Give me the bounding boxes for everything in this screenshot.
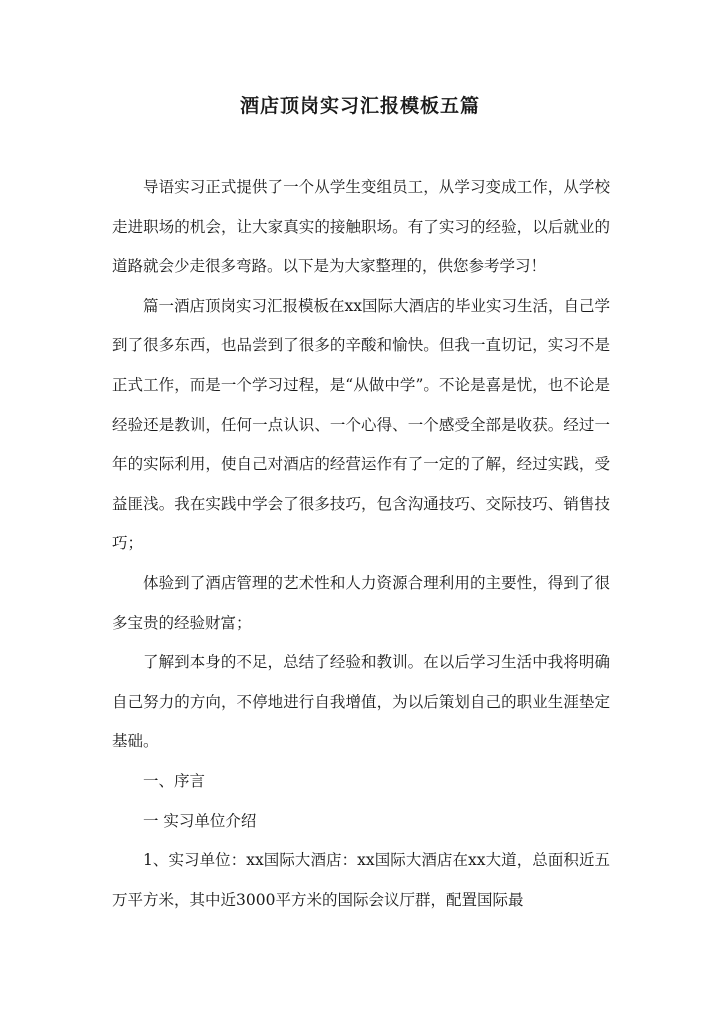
subsection-heading-unit-intro: 一 实习单位介绍 <box>143 811 257 830</box>
section-heading-preface: 一、序言 <box>143 771 206 790</box>
paragraph-part-one: 篇一酒店顶岗实习汇报模板在xx国际大酒店的毕业实习生活，自己学到了很多东西，也品尝到了很多的辛酸和愉快。但我一直切记，实习不是正式工作，而是一个学习过程，是“从做中学”。不论是喜是忧，也不论是经验还是教训，任何一点认识、一个心得、一个感受全部是收获。经过一年的实际利用，使自己对酒店的经营运作有了一定的了解，经过实践，受益匪浅。我在实践中学会了很多技巧，包含沟通技巧、交际技巧、销售技巧； <box>112 296 610 553</box>
paragraph-experience: 体验到了酒店管理的艺术性和人力资源合理利用的主要性，得到了很多宝贵的经验财富； <box>112 573 610 632</box>
document-title: 酒店顶岗实习汇报模板五篇 <box>239 95 480 117</box>
paragraph-intro: 导语实习正式提供了一个从学生变组员工，从学习变成工作，从学校走进职场的机会，让大家真实的接触职场。有了实习的经验，以后就业的道路就会少走很多弯路。以下是为大家整理的，供您参考学习！ <box>112 178 610 276</box>
document-body <box>112 168 610 920</box>
paragraph-shortcomings: 了解到本身的不足，总结了经验和教训。在以后学习生活中我将明确自己努力的方向，不停地进行自我增值，为以后策划自己的职业生涯垫定基础。 <box>112 653 610 751</box>
paragraph-unit-detail: 1、实习单位：xx国际大酒店：xx国际大酒店在xx大道，总面积近五万平方米，其中近3000平方米的国际会议厅群，配置国际最 <box>112 851 610 909</box>
